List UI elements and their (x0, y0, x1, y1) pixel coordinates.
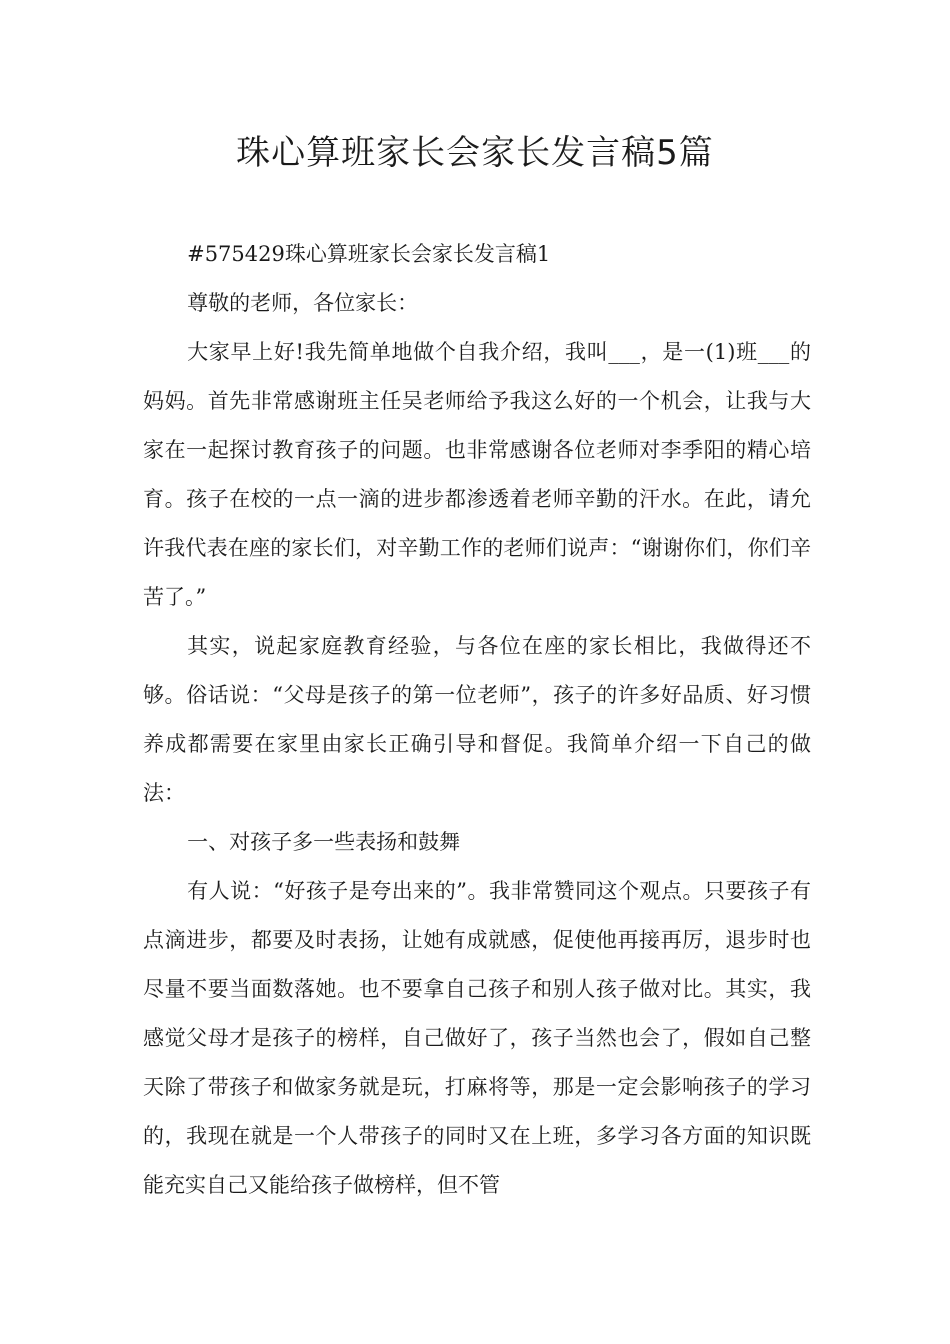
paragraph-introduction: 大家早上好!我先简单地做个自我介绍，我叫___，是一(1)班___的妈妈。首先非常感谢班主任吴老师给予我这么好的一个机会，让我与大家在一起探讨教育孩子的问题。也非常感谢各位老师对李季阳的精心培育。孩子在校的一点一滴的进步都渗透着老师辛勤的汗水。在此，请允许我代表在座的家长们，对辛勤工作的老师们说声：“谢谢你们，你们辛苦了。” (143, 340, 811, 609)
paragraph-salutation: 尊敬的老师，各位家长： (187, 291, 419, 315)
document-body (143, 230, 811, 1210)
paragraph-experience: 其实，说起家庭教育经验，与各位在座的家长相比，我做得还不够。俗话说：“父母是孩子的第一位老师”，孩子的许多好品质、好习惯养成都需要在家里由家长正确引导和督促。我简单介绍一下自己的做法： (143, 634, 811, 805)
paragraph-heading-1: #575429珠心算班家长会家长发言稿1 (187, 242, 551, 266)
section-heading-praise: 一、对孩子多一些表扬和鼓舞 (187, 830, 461, 854)
document-title: 珠心算班家长会家长发言稿5篇 (236, 133, 714, 173)
paragraph-praise: 有人说：“好孩子是夸出来的”。我非常赞同这个观点。只要孩子有点滴进步，都要及时表扬，让她有成就感，促使他再接再厉，退步时也尽量不要当面数落她。也不要拿自己孩子和别人孩子做对比。其实，我感觉父母才是孩子的榜样，自己做好了，孩子当然也会了，假如自己整天除了带孩子和做家务就是玩，打麻将等，那是一定会影响孩子的学习的，我现在就是一个人带孩子的同时又在上班，多学习各方面的知识既能充实自己又能给孩子做榜样，但不管 (143, 879, 811, 1197)
